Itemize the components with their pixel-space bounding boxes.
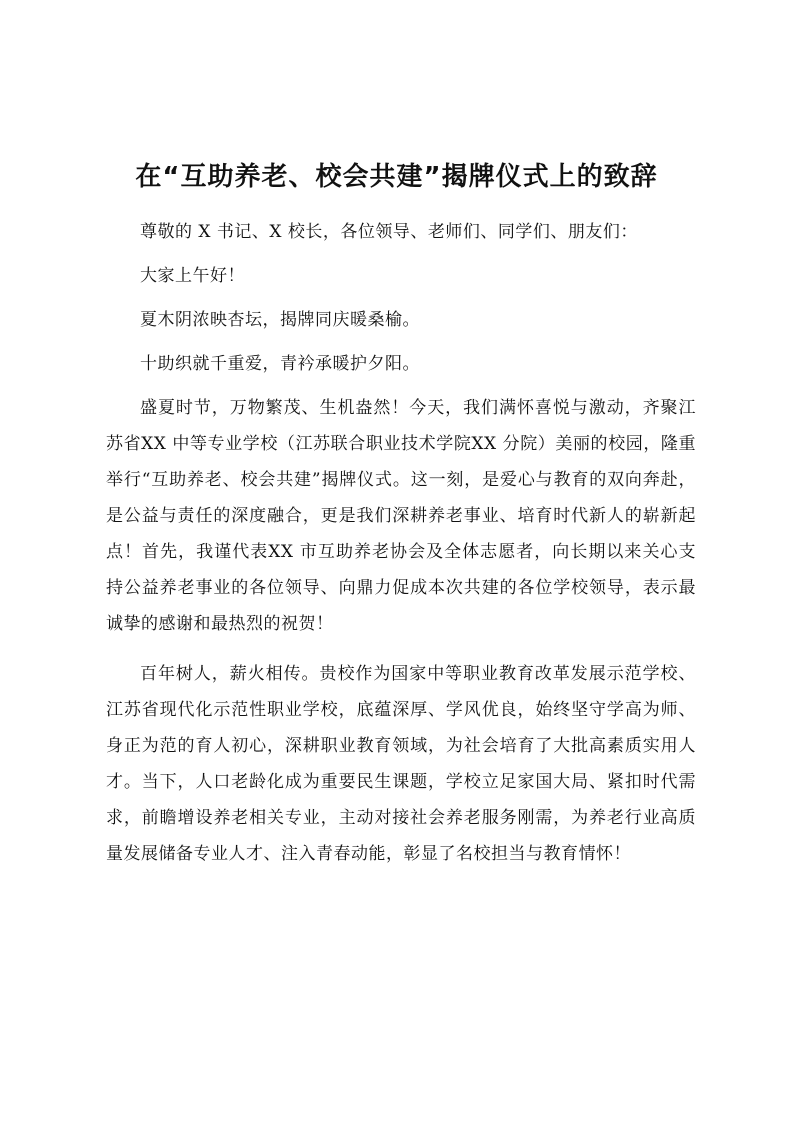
- body-paragraph-1: 盛夏时节，万物繁茂、生机盎然！今天，我们满怀喜悦与激动，齐聚江苏省XX 中等专业学校（江苏联合职业技术学院XX 分院）美丽的校园，隆重举行“互助养老、校会共建”揭牌仪式。这一刻，是爱心与教育的双向奔赴，是公益与责任的深度融合，更是我们深耕养老事业、培育时代新人的崭新起点！首先，我谨代表XX 市互助养老协会及全体志愿者，向长期以来关心支持公益养老事业的各位领导、向鼎力促成本次共建的各位学校领导，表示最诚挚的感谢和最热烈的祝贺！: [106, 398, 696, 634]
- greeting-paragraph: 大家上午好！: [140, 266, 245, 286]
- salutation-paragraph: 尊敬的 X 书记、X 校长，各位领导、老师们、同学们、朋友们：: [140, 222, 638, 242]
- document-body: [106, 214, 696, 886]
- verse-line-2: 十助织就千重爱，青衿承暖护夕阳。: [140, 354, 420, 374]
- body-paragraph-2: 百年树人，薪火相传。贵校作为国家中等职业教育改革发展示范学校、江苏省现代化示范性职业学校，底蕴深厚、学风优良，始终坚守学高为师、身正为范的育人初心，深耕职业教育领域，为社会培育了大批高素质实用人才。当下，人口老龄化成为重要民生课题，学校立足家国大局、紧扣时代需求，前瞻增设养老相关专业，主动对接社会养老服务刚需，为养老行业高质量发展储备专业人才、注入青春动能，彰显了名校担当与教育情怀！: [106, 664, 696, 864]
- verse-line-1: 夏木阴浓映杏坛，揭牌同庆暖桑榆。: [140, 310, 420, 330]
- document-title: 在“互助养老、校会共建”揭牌仪式上的致辞: [135, 162, 658, 193]
